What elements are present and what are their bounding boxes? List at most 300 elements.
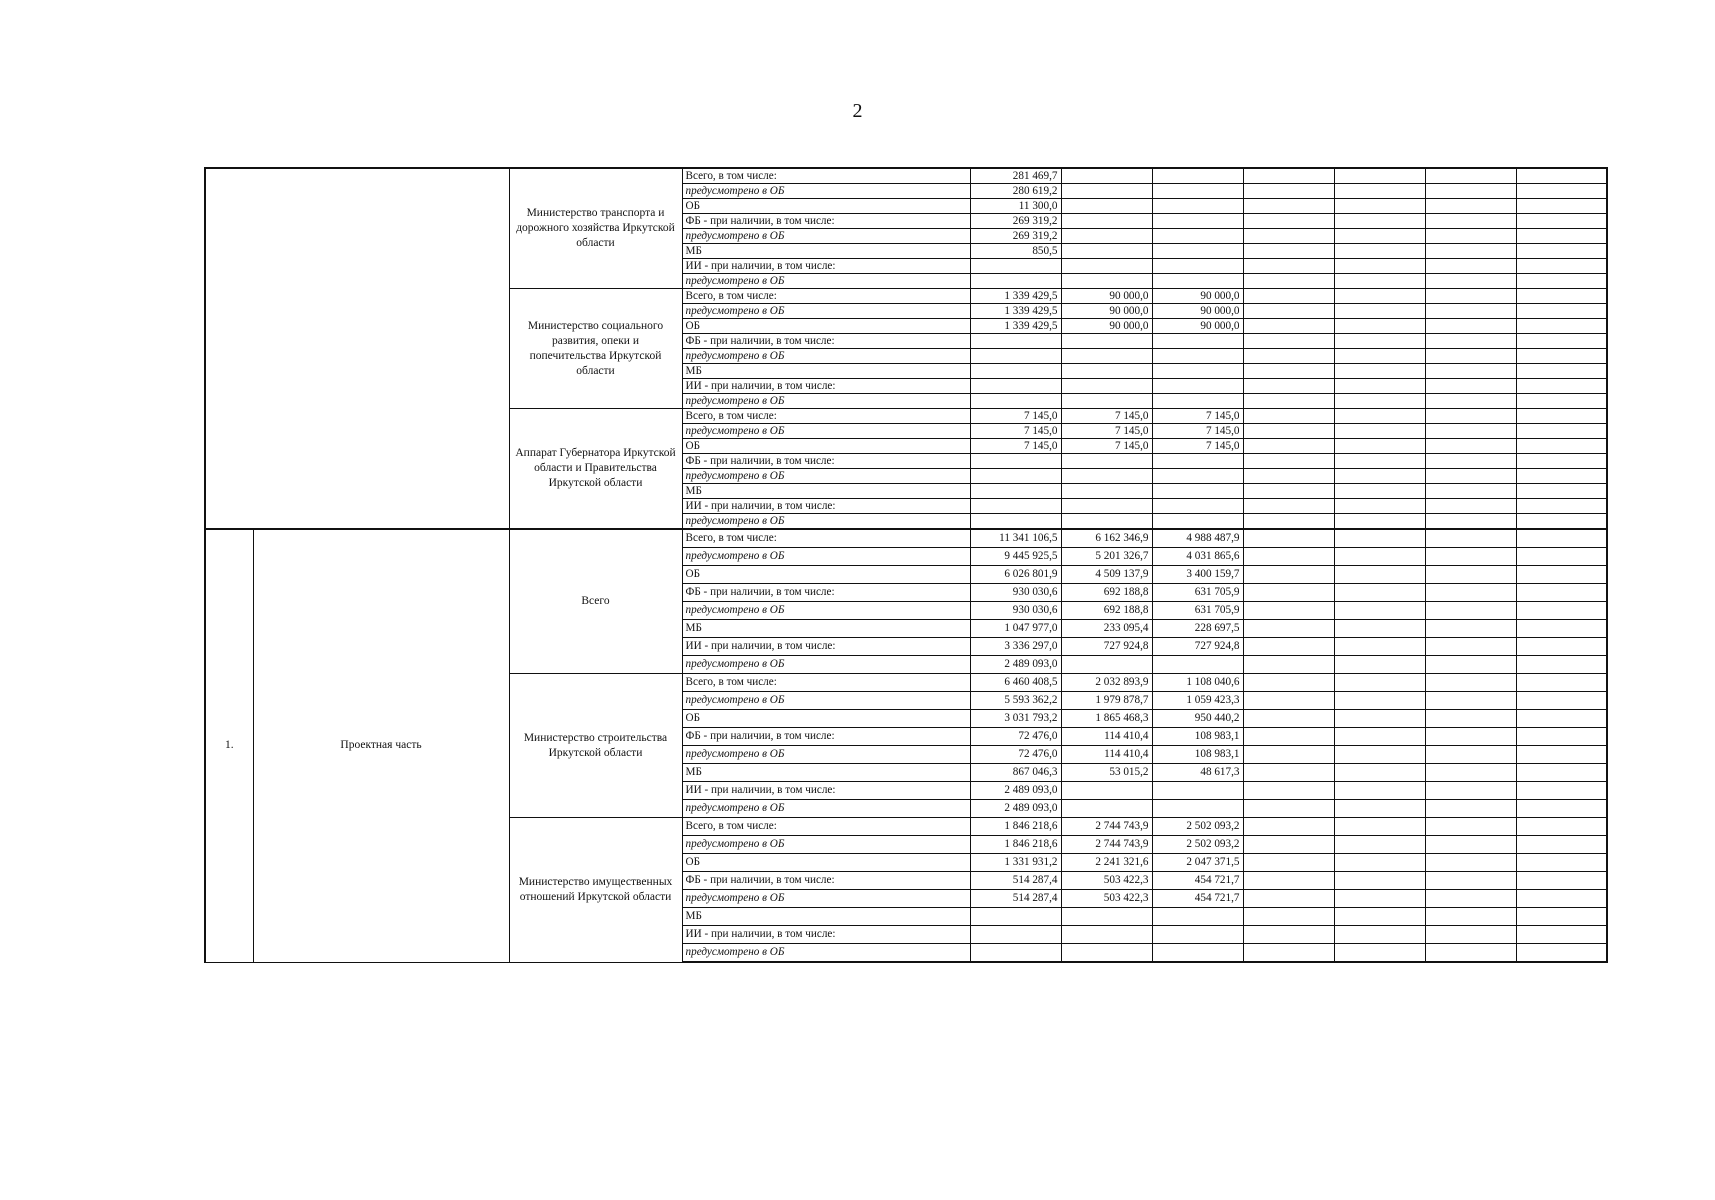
value-cell	[1425, 454, 1516, 469]
value-cell	[1243, 710, 1334, 728]
value-cell: 6 460 408,5	[970, 674, 1061, 692]
value-cell	[1516, 184, 1607, 199]
organization-name: Министерство социального развития, опеки и попечительства Иркутской области	[509, 289, 682, 409]
table-row	[205, 529, 1607, 548]
value-cell	[1152, 656, 1243, 674]
value-cell	[1516, 746, 1607, 764]
value-cell	[1243, 319, 1334, 334]
row-label: МБ	[682, 764, 970, 782]
value-cell: 4 988 487,9	[1152, 529, 1243, 548]
value-cell: 6 026 801,9	[970, 566, 1061, 584]
value-cell	[1425, 584, 1516, 602]
value-cell: 503 422,3	[1061, 890, 1152, 908]
value-cell	[1243, 168, 1334, 184]
value-cell	[1516, 499, 1607, 514]
value-cell	[1334, 499, 1425, 514]
value-cell	[1243, 746, 1334, 764]
value-cell	[1516, 566, 1607, 584]
value-cell	[1243, 364, 1334, 379]
value-cell: 692 188,8	[1061, 584, 1152, 602]
value-cell	[1425, 764, 1516, 782]
value-cell: 867 046,3	[970, 764, 1061, 782]
value-cell: 114 410,4	[1061, 728, 1152, 746]
row-label: ИИ - при наличии, в том числе:	[682, 638, 970, 656]
row-label: предусмотрено в ОБ	[682, 602, 970, 620]
value-cell	[1243, 199, 1334, 214]
value-cell	[1516, 638, 1607, 656]
value-cell: 2 047 371,5	[1152, 854, 1243, 872]
value-cell: 72 476,0	[970, 746, 1061, 764]
value-cell	[1516, 908, 1607, 926]
value-cell	[1152, 499, 1243, 514]
value-cell: 233 095,4	[1061, 620, 1152, 638]
value-cell	[1243, 469, 1334, 484]
row-label: ФБ - при наличии, в том числе:	[682, 728, 970, 746]
value-cell	[1061, 782, 1152, 800]
value-cell	[1243, 836, 1334, 854]
value-cell	[1152, 944, 1243, 963]
value-cell	[1061, 926, 1152, 944]
value-cell	[1152, 364, 1243, 379]
value-cell	[1243, 484, 1334, 499]
value-cell	[1516, 289, 1607, 304]
row-label: ОБ	[682, 439, 970, 454]
value-cell	[1425, 349, 1516, 364]
value-cell: 2 032 893,9	[1061, 674, 1152, 692]
value-cell	[1516, 529, 1607, 548]
value-cell	[1061, 334, 1152, 349]
row-label: ИИ - при наличии, в том числе:	[682, 499, 970, 514]
value-cell	[1152, 184, 1243, 199]
row-label: ОБ	[682, 854, 970, 872]
value-cell	[1516, 394, 1607, 409]
row-label: Всего, в том числе:	[682, 289, 970, 304]
value-cell: 7 145,0	[1061, 439, 1152, 454]
value-cell	[1243, 214, 1334, 229]
row-label: предусмотрено в ОБ	[682, 469, 970, 484]
value-cell	[1243, 692, 1334, 710]
value-cell	[1152, 349, 1243, 364]
value-cell	[1425, 229, 1516, 244]
value-cell	[1516, 656, 1607, 674]
value-cell: 108 983,1	[1152, 746, 1243, 764]
value-cell	[1152, 469, 1243, 484]
value-cell	[1334, 229, 1425, 244]
value-cell	[1516, 439, 1607, 454]
value-cell	[1425, 818, 1516, 836]
row-label: ФБ - при наличии, в том числе:	[682, 214, 970, 229]
value-cell	[1516, 484, 1607, 499]
value-cell	[1061, 168, 1152, 184]
value-cell	[1334, 319, 1425, 334]
value-cell	[970, 364, 1061, 379]
value-cell	[1334, 548, 1425, 566]
value-cell	[1061, 199, 1152, 214]
value-cell	[1334, 692, 1425, 710]
row-label: предусмотрено в ОБ	[682, 184, 970, 199]
row-label: предусмотрено в ОБ	[682, 836, 970, 854]
value-cell	[1516, 872, 1607, 890]
value-cell: 114 410,4	[1061, 746, 1152, 764]
value-cell	[1334, 710, 1425, 728]
value-cell	[1516, 454, 1607, 469]
organization-name: Всего	[509, 529, 682, 674]
value-cell	[1243, 184, 1334, 199]
value-cell	[1061, 908, 1152, 926]
value-cell: 90 000,0	[1152, 304, 1243, 319]
value-cell	[970, 334, 1061, 349]
row-label: предусмотрено в ОБ	[682, 656, 970, 674]
value-cell	[1061, 454, 1152, 469]
row-label: предусмотрено в ОБ	[682, 944, 970, 963]
value-cell	[1243, 424, 1334, 439]
value-cell	[1516, 319, 1607, 334]
organization-name: Министерство транспорта и дорожного хозяйства Иркутской области	[509, 168, 682, 289]
row-label: Всего, в том числе:	[682, 529, 970, 548]
row-label: ИИ - при наличии, в том числе:	[682, 926, 970, 944]
value-cell	[1243, 764, 1334, 782]
value-cell	[1334, 439, 1425, 454]
value-cell: 3 336 297,0	[970, 638, 1061, 656]
value-cell: 950 440,2	[1152, 710, 1243, 728]
value-cell: 1 846 218,6	[970, 818, 1061, 836]
value-cell	[1152, 274, 1243, 289]
value-cell	[1334, 872, 1425, 890]
value-cell	[1061, 499, 1152, 514]
value-cell	[1516, 800, 1607, 818]
value-cell	[1334, 334, 1425, 349]
value-cell: 269 319,2	[970, 229, 1061, 244]
value-cell	[1425, 782, 1516, 800]
section-number: 1.	[205, 529, 253, 962]
organization-name: Министерство строительства Иркутской области	[509, 674, 682, 818]
row-label: предусмотрено в ОБ	[682, 274, 970, 289]
value-cell: 7 145,0	[970, 439, 1061, 454]
value-cell	[1425, 214, 1516, 229]
row-label: ФБ - при наличии, в том числе:	[682, 454, 970, 469]
row-label: ИИ - при наличии, в том числе:	[682, 379, 970, 394]
value-cell	[1425, 710, 1516, 728]
organization-name: Аппарат Губернатора Иркутской области и Правительства Иркутской области	[509, 409, 682, 530]
value-cell	[1516, 602, 1607, 620]
value-cell	[1243, 349, 1334, 364]
value-cell	[1061, 349, 1152, 364]
value-cell	[1334, 409, 1425, 424]
value-cell	[1516, 274, 1607, 289]
row-label: ОБ	[682, 566, 970, 584]
value-cell	[1425, 289, 1516, 304]
value-cell	[1334, 620, 1425, 638]
value-cell	[1061, 800, 1152, 818]
row-label: ФБ - при наличии, в том числе:	[682, 872, 970, 890]
row-label: ОБ	[682, 319, 970, 334]
row-label: ФБ - при наличии, в том числе:	[682, 584, 970, 602]
value-cell	[970, 514, 1061, 530]
value-cell: 2 489 093,0	[970, 656, 1061, 674]
value-cell	[1243, 499, 1334, 514]
value-cell	[1425, 184, 1516, 199]
value-cell	[1425, 439, 1516, 454]
value-cell: 48 617,3	[1152, 764, 1243, 782]
value-cell: 7 145,0	[1061, 409, 1152, 424]
value-cell: 5 593 362,2	[970, 692, 1061, 710]
value-cell: 281 469,7	[970, 168, 1061, 184]
value-cell	[1243, 514, 1334, 530]
row-label: ИИ - при наличии, в том числе:	[682, 782, 970, 800]
value-cell	[1334, 214, 1425, 229]
value-cell	[1243, 908, 1334, 926]
value-cell	[1152, 168, 1243, 184]
value-cell: 228 697,5	[1152, 620, 1243, 638]
value-cell	[1152, 214, 1243, 229]
value-cell	[1152, 199, 1243, 214]
value-cell	[1334, 199, 1425, 214]
value-cell	[1425, 514, 1516, 530]
value-cell	[1334, 259, 1425, 274]
value-cell	[1334, 244, 1425, 259]
row-label: предусмотрено в ОБ	[682, 692, 970, 710]
row-label: ФБ - при наличии, в том числе:	[682, 334, 970, 349]
value-cell	[1516, 259, 1607, 274]
value-cell	[1243, 854, 1334, 872]
value-cell	[1334, 514, 1425, 530]
value-cell	[1516, 764, 1607, 782]
value-cell	[1425, 548, 1516, 566]
value-cell: 1 108 040,6	[1152, 674, 1243, 692]
value-cell: 1 979 878,7	[1061, 692, 1152, 710]
value-cell: 2 744 743,9	[1061, 818, 1152, 836]
value-cell	[1516, 944, 1607, 963]
value-cell	[1516, 379, 1607, 394]
value-cell	[1516, 620, 1607, 638]
row-label: МБ	[682, 484, 970, 499]
value-cell	[1334, 800, 1425, 818]
organization-name: Министерство имущественных отношений Иркутской области	[509, 818, 682, 963]
value-cell	[1061, 274, 1152, 289]
value-cell: 514 287,4	[970, 872, 1061, 890]
value-cell: 3 031 793,2	[970, 710, 1061, 728]
value-cell	[1061, 379, 1152, 394]
value-cell: 7 145,0	[970, 409, 1061, 424]
value-cell	[1334, 304, 1425, 319]
value-cell	[1334, 529, 1425, 548]
value-cell	[1243, 818, 1334, 836]
value-cell: 1 846 218,6	[970, 836, 1061, 854]
row-label: ОБ	[682, 199, 970, 214]
value-cell: 11 341 106,5	[970, 529, 1061, 548]
value-cell	[1425, 620, 1516, 638]
value-cell	[1152, 908, 1243, 926]
value-cell	[1061, 214, 1152, 229]
value-cell	[1334, 854, 1425, 872]
value-cell	[1425, 274, 1516, 289]
value-cell	[1425, 926, 1516, 944]
value-cell	[1334, 746, 1425, 764]
value-cell: 7 145,0	[1152, 424, 1243, 439]
value-cell	[970, 944, 1061, 963]
value-cell: 2 744 743,9	[1061, 836, 1152, 854]
row-label: Всего, в том числе:	[682, 818, 970, 836]
value-cell	[1334, 782, 1425, 800]
value-cell	[1516, 229, 1607, 244]
value-cell	[1334, 168, 1425, 184]
value-cell: 2 489 093,0	[970, 782, 1061, 800]
value-cell	[1516, 818, 1607, 836]
value-cell	[1425, 469, 1516, 484]
value-cell	[1425, 746, 1516, 764]
value-cell	[1334, 184, 1425, 199]
row-label: ИИ - при наличии, в том числе:	[682, 259, 970, 274]
value-cell	[1152, 394, 1243, 409]
value-cell	[970, 394, 1061, 409]
row-label: предусмотрено в ОБ	[682, 394, 970, 409]
value-cell	[1334, 818, 1425, 836]
value-cell	[1243, 409, 1334, 424]
value-cell	[1152, 782, 1243, 800]
value-cell	[1152, 259, 1243, 274]
value-cell	[1334, 364, 1425, 379]
value-cell	[970, 469, 1061, 484]
value-cell	[1334, 379, 1425, 394]
value-cell	[1334, 424, 1425, 439]
row-label: МБ	[682, 908, 970, 926]
row-label: МБ	[682, 364, 970, 379]
value-cell	[1243, 620, 1334, 638]
value-cell: 90 000,0	[1152, 319, 1243, 334]
value-cell	[1425, 304, 1516, 319]
value-cell: 727 924,8	[1152, 638, 1243, 656]
value-cell	[1061, 229, 1152, 244]
row-label: Всего, в том числе:	[682, 674, 970, 692]
value-cell	[970, 259, 1061, 274]
value-cell	[1425, 529, 1516, 548]
value-cell: 7 145,0	[970, 424, 1061, 439]
row-label: предусмотрено в ОБ	[682, 746, 970, 764]
value-cell: 1 339 429,5	[970, 304, 1061, 319]
value-cell: 514 287,4	[970, 890, 1061, 908]
value-cell	[1061, 184, 1152, 199]
value-cell	[1061, 259, 1152, 274]
value-cell	[1061, 656, 1152, 674]
value-cell	[1334, 728, 1425, 746]
value-cell	[1425, 638, 1516, 656]
value-cell	[1334, 638, 1425, 656]
value-cell: 2 489 093,0	[970, 800, 1061, 818]
value-cell	[1516, 692, 1607, 710]
row-label: Всего, в том числе:	[682, 409, 970, 424]
value-cell	[1061, 394, 1152, 409]
value-cell	[970, 349, 1061, 364]
value-cell	[1243, 656, 1334, 674]
value-cell	[1334, 394, 1425, 409]
value-cell: 1 339 429,5	[970, 289, 1061, 304]
value-cell	[1425, 872, 1516, 890]
row-label: ОБ	[682, 710, 970, 728]
value-cell: 6 162 346,9	[1061, 529, 1152, 548]
value-cell	[1516, 364, 1607, 379]
row-label: МБ	[682, 620, 970, 638]
value-cell	[1516, 168, 1607, 184]
value-cell	[1425, 424, 1516, 439]
value-cell	[970, 274, 1061, 289]
value-cell	[1425, 168, 1516, 184]
value-cell: 280 619,2	[970, 184, 1061, 199]
value-cell: 11 300,0	[970, 199, 1061, 214]
value-cell: 90 000,0	[1061, 319, 1152, 334]
value-cell	[1516, 199, 1607, 214]
value-cell	[1334, 454, 1425, 469]
value-cell: 692 188,8	[1061, 602, 1152, 620]
value-cell: 503 422,3	[1061, 872, 1152, 890]
value-cell: 53 015,2	[1061, 764, 1152, 782]
row-label: предусмотрено в ОБ	[682, 548, 970, 566]
value-cell: 2 502 093,2	[1152, 818, 1243, 836]
value-cell	[1425, 244, 1516, 259]
value-cell	[1334, 484, 1425, 499]
value-cell: 930 030,6	[970, 602, 1061, 620]
section-name: Проектная часть	[253, 529, 509, 962]
value-cell	[1243, 274, 1334, 289]
value-cell	[1516, 854, 1607, 872]
value-cell	[970, 908, 1061, 926]
value-cell	[1516, 926, 1607, 944]
value-cell	[1243, 872, 1334, 890]
value-cell	[1243, 584, 1334, 602]
value-cell	[1243, 944, 1334, 963]
value-cell	[1516, 674, 1607, 692]
value-cell	[1243, 890, 1334, 908]
value-cell: 2 241 321,6	[1061, 854, 1152, 872]
value-cell: 631 705,9	[1152, 584, 1243, 602]
value-cell	[1425, 836, 1516, 854]
value-cell	[1425, 409, 1516, 424]
value-cell	[1516, 836, 1607, 854]
value-cell	[1243, 926, 1334, 944]
value-cell	[1425, 199, 1516, 214]
value-cell	[1061, 244, 1152, 259]
budget-table	[204, 167, 1608, 963]
value-cell	[1243, 548, 1334, 566]
value-cell	[1334, 890, 1425, 908]
value-cell	[1425, 394, 1516, 409]
value-cell: 1 339 429,5	[970, 319, 1061, 334]
value-cell	[1334, 674, 1425, 692]
value-cell	[1152, 484, 1243, 499]
value-cell	[1334, 274, 1425, 289]
value-cell	[1516, 409, 1607, 424]
project-part-section	[205, 529, 1607, 962]
value-cell	[1334, 926, 1425, 944]
value-cell	[1425, 890, 1516, 908]
value-cell	[1243, 379, 1334, 394]
value-cell	[1152, 800, 1243, 818]
value-cell	[1334, 602, 1425, 620]
value-cell	[1152, 926, 1243, 944]
value-cell	[1152, 379, 1243, 394]
value-cell	[970, 926, 1061, 944]
value-cell	[1516, 349, 1607, 364]
value-cell: 7 145,0	[1152, 439, 1243, 454]
value-cell: 90 000,0	[1061, 289, 1152, 304]
value-cell	[1334, 349, 1425, 364]
value-cell	[1243, 674, 1334, 692]
value-cell: 269 319,2	[970, 214, 1061, 229]
value-cell	[1152, 454, 1243, 469]
page-number: 2	[852, 100, 863, 122]
value-cell	[1425, 379, 1516, 394]
value-cell	[970, 454, 1061, 469]
value-cell	[970, 379, 1061, 394]
